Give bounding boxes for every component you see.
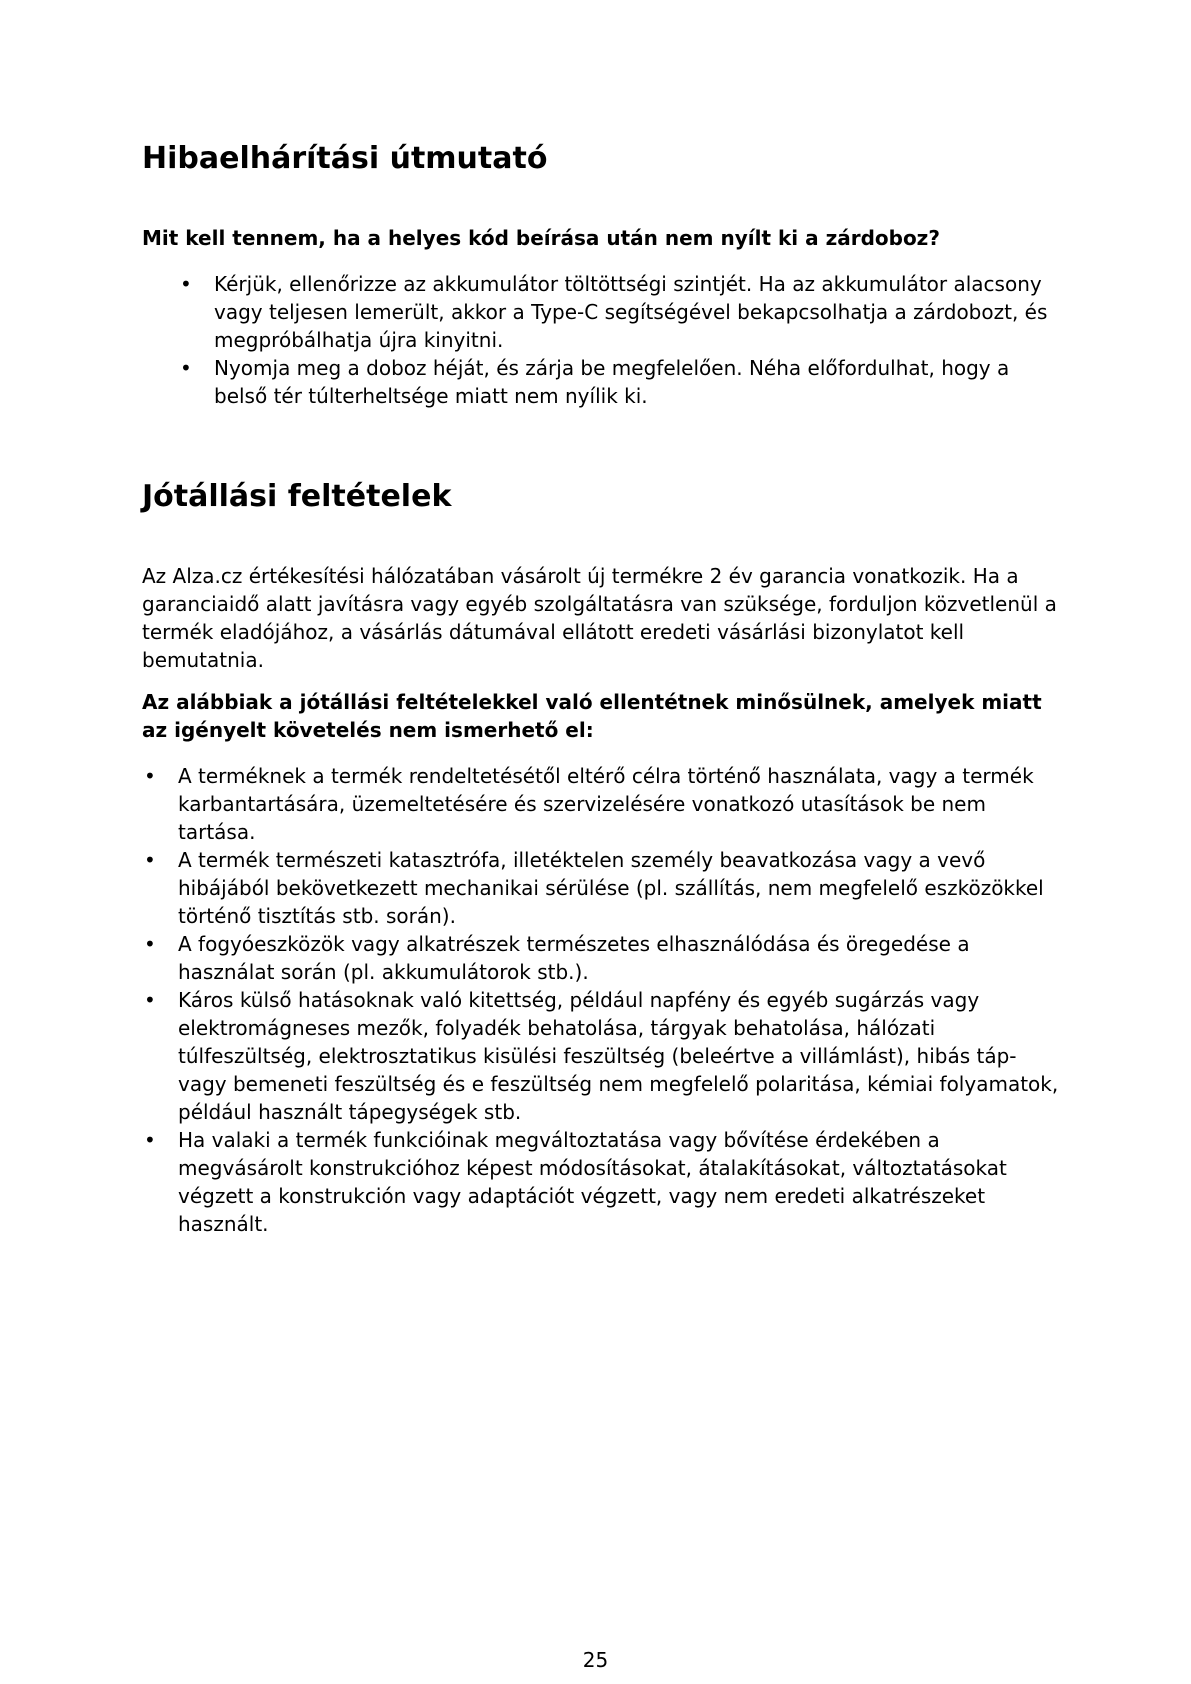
list-item-text: Nyomja meg a doboz héját, és zárja be megfelelően. Néha előfordulhat, hogy a belső tér túlterheltsége miatt nem nyílik ki. <box>214 356 1010 408</box>
list-item <box>142 270 1062 354</box>
troubleshooting-title: Hibaelhárítási útmutató <box>142 141 548 176</box>
bullet-icon: • <box>180 272 192 296</box>
list-item-text: Kérjük, ellenőrizze az akkumulátor töltöttségi szintjét. Ha az akkumulátor alacsony vagy teljesen lemerült, akkor a Type-C segítségével bekapcsolhatja a zárdobozt, és megpróbálhatja újra kinyitni. <box>214 272 1048 352</box>
troubleshooting-question: Mit kell tennem, ha a helyes kód beírása után nem nyílt ki a zárdoboz? <box>142 226 940 250</box>
troubleshooting-list <box>142 270 1062 410</box>
list-item-text: Ha valaki a termék funkcióinak megváltoztatása vagy bővítése érdekében a megvásárolt konstrukcióhoz képest módosításokat, átalakításokat, változtatásokat végzett a konstrukción vagy adaptációt végzett, vagy nem eredeti alkatrészeket használt. <box>178 1128 1007 1236</box>
list-item <box>142 762 1062 846</box>
list-item-text: A terméknek a termék rendeltetésétől eltérő célra történő használata, vagy a termék karbantartására, üzemeltetésére és szervizelésére vonatkozó utasítások be nem tartása. <box>178 764 1034 844</box>
warranty-exclusions-list <box>142 762 1062 1238</box>
list-item <box>142 354 1062 410</box>
page-number: 25 <box>582 1648 609 1672</box>
warranty-conditions-heading: Az alábbiak a jótállási feltételekkel való ellentétnek minősülnek, amelyek miatt az igényelt követelés nem ismerhető el: <box>142 690 1042 742</box>
list-item-text: A termék természeti katasztrófa, illetéktelen személy beavatkozása vagy a vevő hibájából bekövetkezett mechanikai sérülése (pl. szállítás, nem megfelelő eszközökkel történő tisztítás stb. során). <box>178 848 1044 928</box>
list-item <box>142 1126 1062 1238</box>
bullet-icon: • <box>144 988 156 1012</box>
bullet-icon: • <box>180 356 192 380</box>
list-item-text: A fogyóeszközök vagy alkatrészek természetes elhasználódása és öregedése a használat során (pl. akkumulátorok stb.). <box>178 932 970 984</box>
list-item <box>142 930 1062 986</box>
bullet-icon: • <box>144 848 156 872</box>
list-item <box>142 846 1062 930</box>
bullet-icon: • <box>144 1128 156 1152</box>
list-item <box>142 986 1062 1126</box>
list-item-text: Káros külső hatásoknak való kitettség, például napfény és egyéb sugárzás vagy elektromágneses mezők, folyadék behatolása, tárgyak behatolása, hálózati túlfeszültség, elektrosztatikus kisülési feszültség (beleértve a villámlást), hibás táp- vagy bemeneti feszültség és e feszültség nem megfelelő polaritása, kémiai folyamatok, például használt tápegységek stb. <box>178 988 1059 1124</box>
bullet-icon: • <box>144 932 156 956</box>
warranty-intro: Az Alza.cz értékesítési hálózatában vásárolt új termékre 2 év garancia vonatkozik. Ha a garanciaidő alatt javításra vagy egyéb szolgáltatásra van szüksége, forduljon közvetlenül a termék eladójához, a vásárlás dátumával ellátott eredeti vásárlási bizonylatot kell bemutatnia. <box>142 564 1057 672</box>
warranty-title: Jótállási feltételek <box>142 479 452 514</box>
bullet-icon: • <box>144 764 156 788</box>
